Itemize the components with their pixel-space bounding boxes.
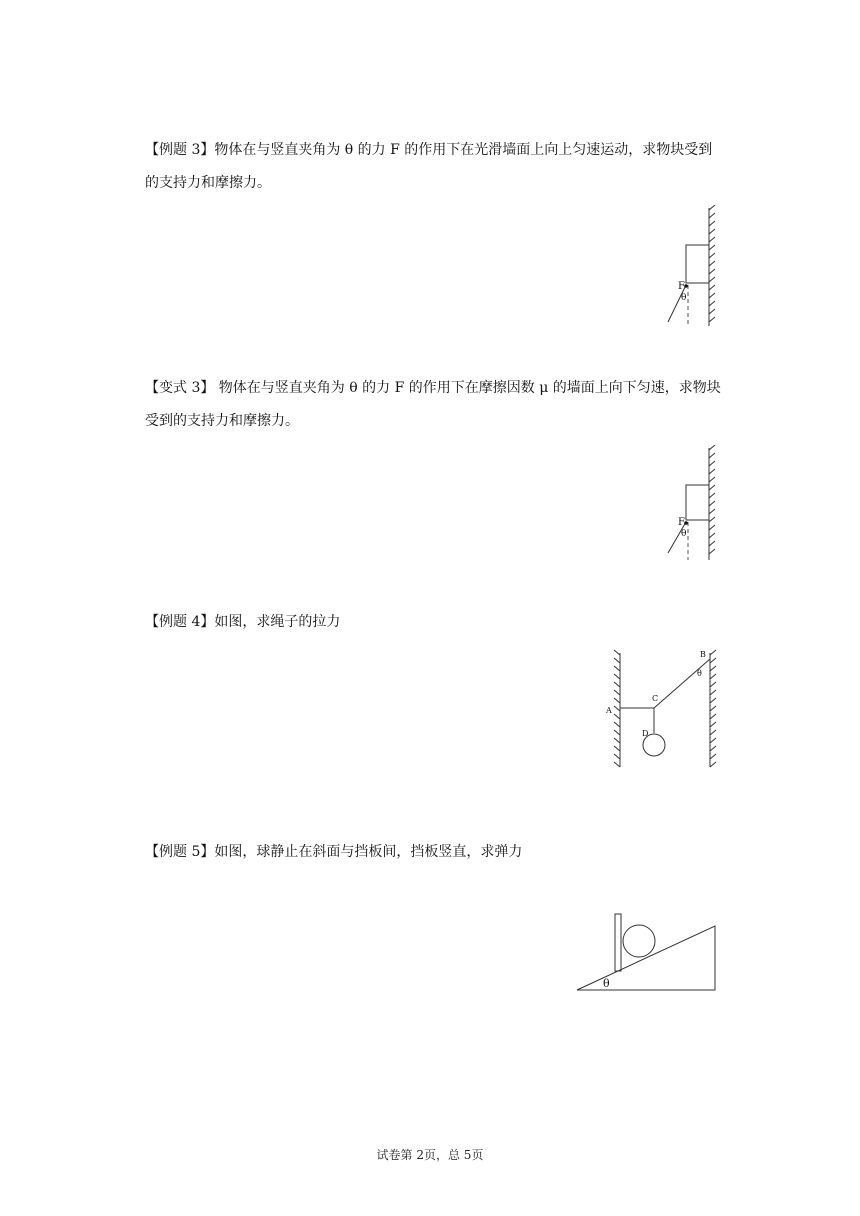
vertical-board xyxy=(615,914,621,971)
rope-cb xyxy=(654,659,710,708)
block xyxy=(686,245,709,283)
question-example-5: 【例题 5】如图，球静止在斜面与挡板间，挡板竖直，求弹力 xyxy=(145,844,523,860)
angle-label: θ xyxy=(681,293,687,303)
question-variant-3: 【变式 3】 物体在与竖直夹角为 θ 的力 F 的作用下在摩擦因数 μ 的墙面上向下匀速，求物块受到的支持力和摩擦力。 xyxy=(145,380,721,429)
figure-rope-tension xyxy=(600,645,725,775)
wall-hatching xyxy=(709,445,715,560)
right-wall-hatching xyxy=(710,650,716,767)
label-a: A xyxy=(606,706,612,715)
label-c: C xyxy=(652,694,659,703)
incline xyxy=(577,926,715,990)
angle-label: θ xyxy=(697,669,702,678)
page-footer: 试卷第 2页，总 5页 xyxy=(376,1148,484,1162)
wall-hatching xyxy=(709,205,715,326)
force-label: F xyxy=(678,517,685,528)
figure-ball-incline xyxy=(572,910,722,1000)
label-b: B xyxy=(700,650,706,659)
force-label: F xyxy=(678,281,685,292)
figure-wall-block-up xyxy=(660,205,720,330)
question-example-4: 【例题 4】如图，求绳子的拉力 xyxy=(145,614,341,630)
label-d: D xyxy=(642,729,649,738)
block xyxy=(686,485,709,520)
ball xyxy=(623,925,655,957)
angle-label: θ xyxy=(603,977,610,990)
question-example-3: 【例题 3】物体在与竖直夹角为 θ 的力 F 的作用下在光滑墙面上向上匀速运动，求物块受到的支持力和摩擦力。 xyxy=(145,142,713,191)
left-wall-hatching xyxy=(614,650,620,767)
angle-label: θ xyxy=(681,529,687,539)
figure-wall-block-down xyxy=(660,445,720,570)
